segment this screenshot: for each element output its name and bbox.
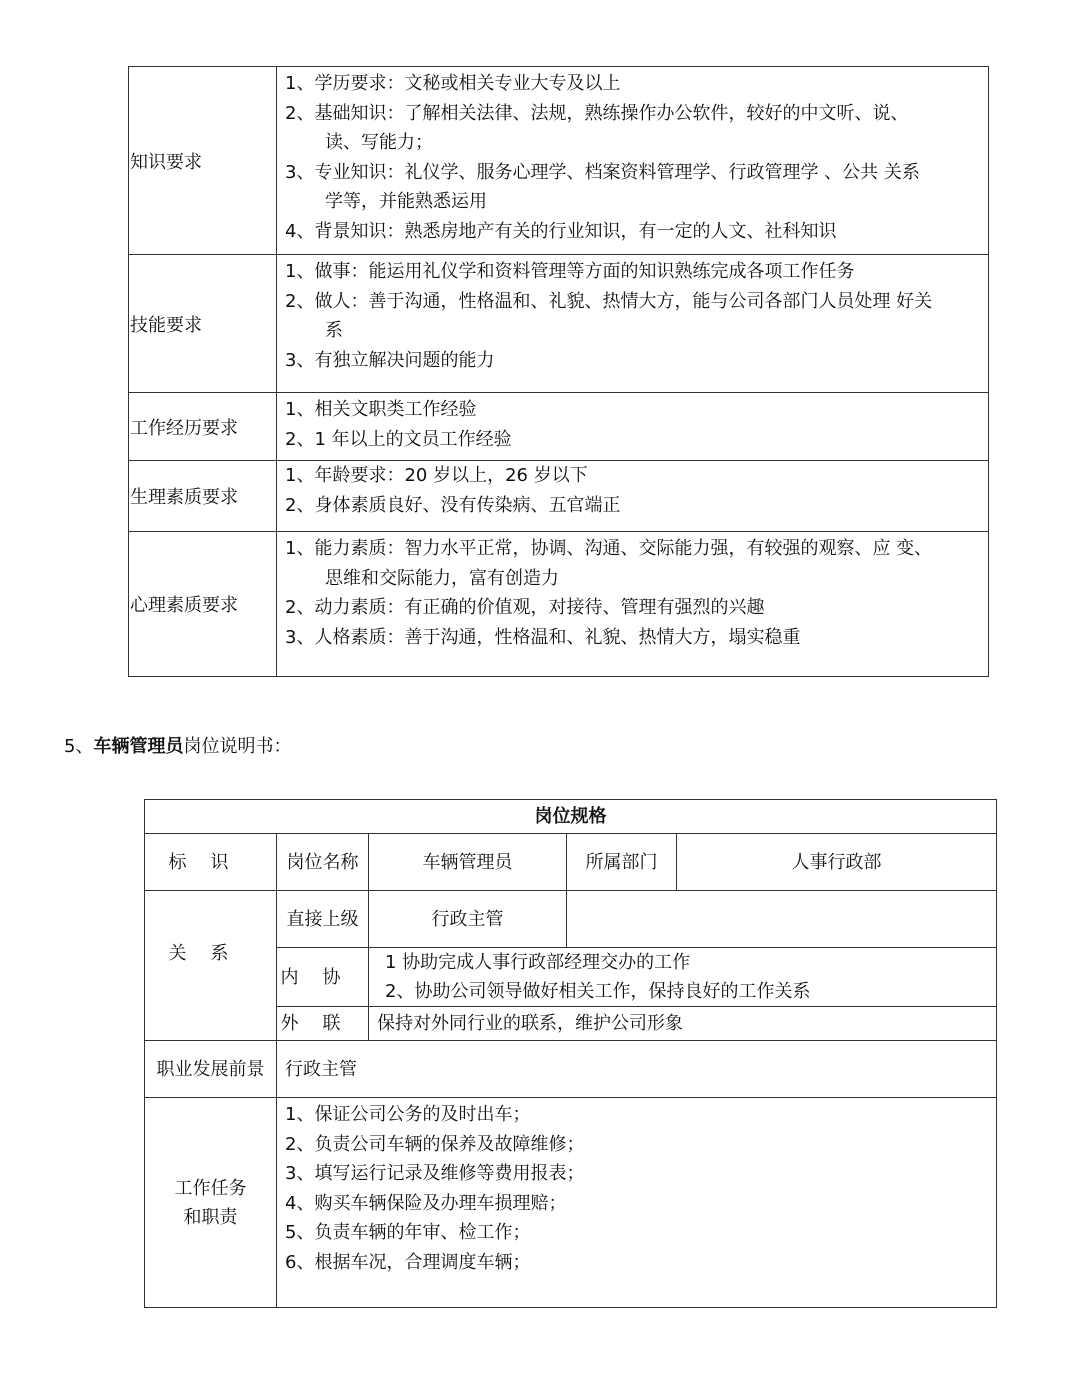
requirement-line: 1、做事：能运用礼仪学和资料管理等方面的知识熟练完成各项工作任务 xyxy=(285,261,855,282)
requirement-label: 技能要求 xyxy=(129,255,277,393)
requirement-line: 2、基础知识：了解相关法律、法规，熟练操作办公软件，较好的中文听、说、 xyxy=(285,102,909,124)
requirement-content xyxy=(277,67,989,255)
career-label: 职业发展前景 xyxy=(145,1041,277,1098)
internal-content xyxy=(369,948,997,1007)
requirement-content xyxy=(277,532,989,677)
requirement-label: 知识要求 xyxy=(129,67,277,255)
position-name-value: 车辆管理员 xyxy=(369,834,567,891)
requirement-label: 生理素质要求 xyxy=(129,461,277,532)
requirement-line: 1、年龄要求：20 岁以上，26 岁以下 xyxy=(285,465,588,486)
requirements-row xyxy=(129,255,989,393)
career-value: 行政主管 xyxy=(277,1041,997,1098)
requirement-line: 2、1 年以上的文员工作经验 xyxy=(285,428,512,450)
requirement-line: 1、能力素质：智力水平正常，协调、沟通、交际能力强，有较强的观察、应 变、 xyxy=(285,538,933,559)
spec-table-title: 岗位规格 xyxy=(145,800,997,834)
relations-label: 关系 xyxy=(145,891,277,1041)
duty-item: 2、负责公司车辆的保养及故障维修； xyxy=(285,1133,585,1155)
section-bold-title: 车辆管理员 xyxy=(93,736,184,757)
requirement-line: 1、学历要求：文秘或相关专业大专及以上 xyxy=(285,73,621,94)
requirement-line: 读、写能力； xyxy=(325,132,433,153)
position-name-label: 岗位名称 xyxy=(277,834,369,891)
requirement-label: 心理素质要求 xyxy=(129,532,277,677)
section-number: 5、 xyxy=(64,736,94,757)
superior-value: 行政主管 xyxy=(369,891,567,948)
duty-item: 6、根据车况，合理调度车辆； xyxy=(285,1251,531,1273)
department-value: 人事行政部 xyxy=(677,834,997,891)
id-label: 标识 xyxy=(145,834,277,891)
section-suffix: 岗位说明书： xyxy=(183,736,292,757)
external-value: 保持对外同行业的联系，维护公司形象 xyxy=(369,1007,997,1041)
requirement-line: 思维和交际能力，富有创造力 xyxy=(325,567,559,589)
requirements-row xyxy=(129,393,989,461)
requirement-line: 2、做人：善于沟通，性格温和、礼貌、热情大方，能与公司各部门人员处理 好关 xyxy=(285,290,933,312)
requirement-line: 学等，并能熟悉运用 xyxy=(325,191,487,212)
requirements-row xyxy=(129,67,989,255)
requirement-line: 系 xyxy=(325,320,343,341)
requirement-line: 3、有独立解决问题的能力 xyxy=(285,349,495,371)
requirement-content xyxy=(277,461,989,532)
requirement-line: 2、身体素质良好、没有传染病、五官端正 xyxy=(285,494,621,516)
duty-item: 1、保证公司公务的及时出车； xyxy=(285,1104,531,1125)
requirements-row xyxy=(129,461,989,532)
requirement-line: 4、背景知识：熟悉房地产有关的行业知识，有一定的人文、社科知识 xyxy=(285,220,837,242)
internal-label: 内协 xyxy=(277,948,369,1007)
position-spec-table xyxy=(144,799,997,1308)
requirement-content xyxy=(277,393,989,461)
requirement-line: 2、动力素质：有正确的价值观，对接待、管理有强烈的兴趣 xyxy=(285,597,765,618)
requirements-table xyxy=(128,66,989,677)
external-label: 外联 xyxy=(277,1007,369,1041)
requirement-content xyxy=(277,255,989,393)
duty-item: 4、购买车辆保险及办理车损理赔； xyxy=(285,1192,567,1214)
requirement-label: 工作经历要求 xyxy=(129,393,277,461)
duties-cell xyxy=(277,1098,997,1308)
requirements-row xyxy=(129,532,989,677)
superior-label: 直接上级 xyxy=(277,891,369,948)
internal-line: 2、协助公司领导做好相关工作，保持良好的工作关系 xyxy=(385,981,811,1002)
requirement-line: 3、人格素质：善于沟通，性格温和、礼貌、热情大方，塌实稳重 xyxy=(285,626,801,648)
department-label: 所属部门 xyxy=(567,834,677,891)
superior-empty-cell xyxy=(567,891,997,948)
internal-line: 1 协助完成人事行政部经理交办的工作 xyxy=(385,952,691,973)
duty-item: 3、填写运行记录及维修等费用报表； xyxy=(285,1163,585,1184)
duty-item: 5、负责车辆的年审、检工作； xyxy=(285,1222,531,1243)
section-heading xyxy=(64,733,291,761)
requirement-line: 3、专业知识：礼仪学、服务心理学、档案资料管理学、行政管理学 、公共 关系 xyxy=(285,161,920,183)
duties-label: 工作任务和职责 xyxy=(145,1098,277,1308)
requirement-line: 1、相关文职类工作经验 xyxy=(285,399,477,420)
